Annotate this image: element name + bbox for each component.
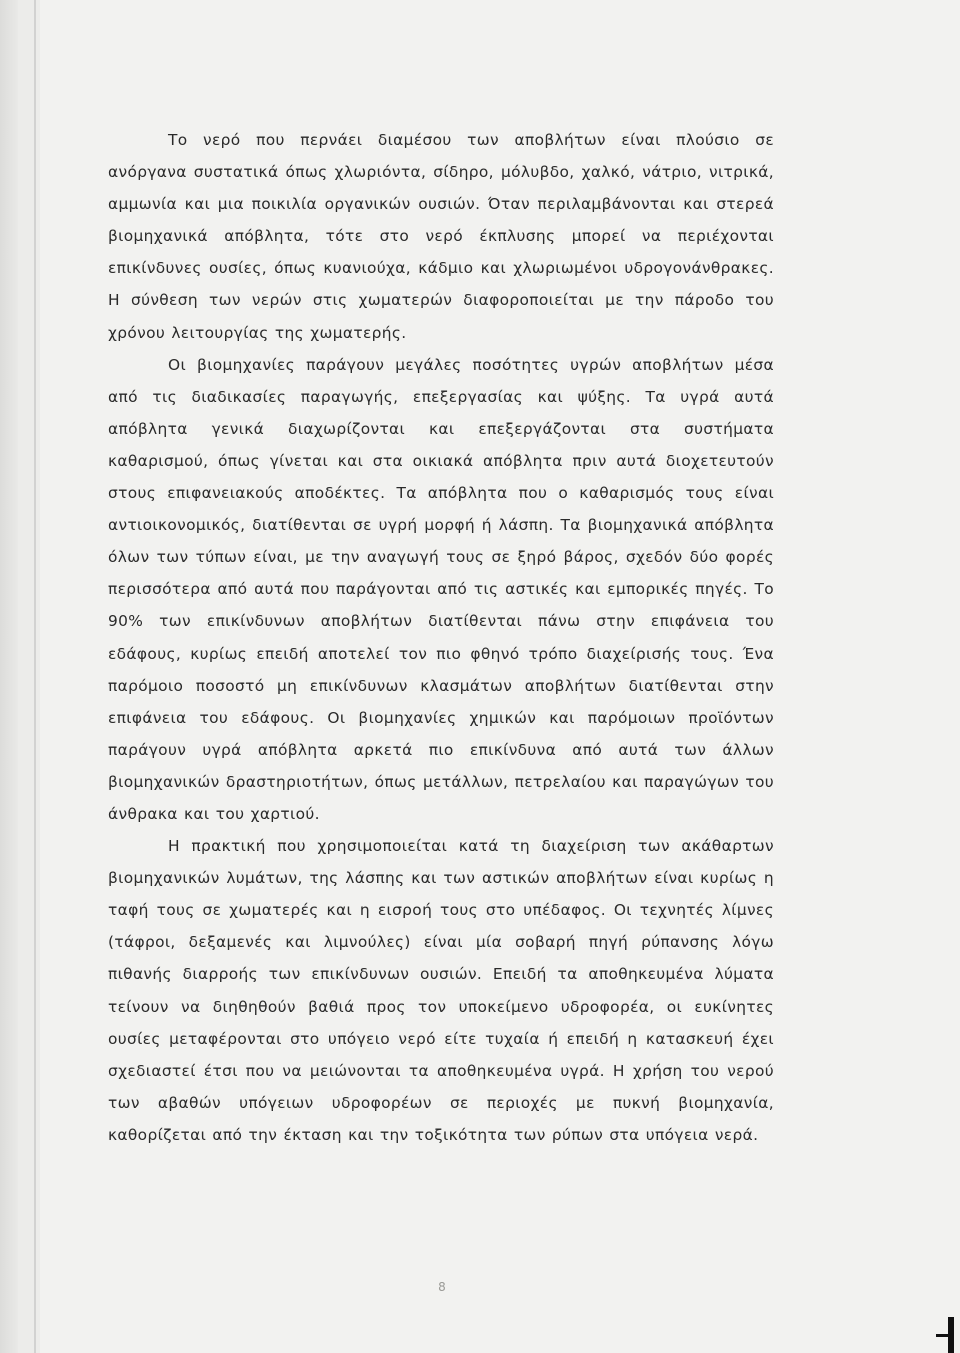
paragraph: Το νερό που περνάει διαμέσου των αποβλήτων είναι πλούσιο σε ανόργανα συστατικά όπως χλωριόντα, σίδηρο, μόλυβδο, χαλκό, νάτριο, νιτρικά, αμμωνία και μια ποικιλία οργανικών ουσιών. Όταν περιλαμβάνονται και στερεά βιομηχανικά απόβλητα, τότε στο νερό έκπλυσης μπορεί να περιέχονται επικίνδυνες ουσίες, όπως κυανιούχα, κάδμιο και χλωριωμένοι υδρογονάνθρακες. Η σύνθεση των νερών στις χωματερών διαφοροποιείται με την πάροδο του χρόνου λειτουργίας της χωματερής. xyxy=(108,131,774,342)
scan-shadow-left xyxy=(0,0,18,1353)
page-number: 8 xyxy=(438,1280,446,1294)
paragraph: Η πρακτική που χρησιμοποιείται κατά τη διαχείριση των ακάθαρτων βιομηχανικών λυμάτων, της λάσπης και των αστικών αποβλήτων είναι κυρίως η ταφή τους σε χωματερές και η εισροή τους στο υπέδαφος. Οι τεχνητές λίμνες (τάφροι, δεξαμενές και λιμνούλες) είναι μία σοβαρή πηγή ρύπανσης λόγω πιθανής διαρροής των επικίνδυνων ουσιών. Επειδή τα αποθηκευμένα λύματα τείνουν να διηθηθούν βαθιά προς τον υποκείμενο υδροφορέα, οι ευκίνητες ουσίες μεταφέρονται στο υπόγειο νερό είτε τυχαία ή επειδή η κατασκευή έχει σχεδιαστεί έτσι που να μειώνονται τα αποθηκευμένα υγρά. Η χρήση του νερού των αβαθών υπόγειων υδροφορέων σε περιοχές με πυκνή βιομηχανία, καθορίζεται από την έκταση και την τοξικότητα των ρύπων στα υπόγεια νερά. xyxy=(108,837,774,1144)
body-text xyxy=(108,124,774,1151)
scan-corner-tick xyxy=(936,1334,954,1337)
scan-binding-line xyxy=(34,0,36,1353)
paragraph: Οι βιομηχανίες παράγουν μεγάλες ποσότητες υγρών αποβλήτων μέσα από τις διαδικασίες παραγωγής, επεξεργασίας και ψύξης. Τα υγρά αυτά απόβλητα γενικά διαχωρίζονται και επεξεργάζονται στα συστήματα καθαρισμού, όπως γίνεται και στα οικιακά απόβλητα πριν αυτά διοχετευτούν στους επιφανειακούς αποδέκτες. Τα απόβλητα που ο καθαρισμός τους είναι αντιοικονομικός, διατίθενται σε υγρή μορφή ή λάσπη. Τα βιομηχανικά απόβλητα όλων των τύπων είναι, με την αναγωγή τους σε ξηρό βάρος, σχεδόν δύο φορές περισσότερα από αυτά που παράγονται από τις αστικές και εμπορικές πηγές. Το 90% των επικίνδυνων αποβλήτων διατίθενται πάνω στην επιφάνεια του εδάφους, κυρίως επειδή αποτελεί τον πιο φθηνό τρόπο διαχείρισής τους. Ένα παρόμοιο ποσοστό μη επικίνδυνων κλασμάτων αποβλήτων διατίθενται στην επιφάνεια του εδάφους. Οι βιομηχανίες χημικών και παρόμοιων προϊόντων παράγουν υγρά απόβλητα αρκετά πιο επικίνδυνα από αυτά των άλλων βιομηχανικών δραστηριοτήτων, όπως μετάλλων, πετρελαίου και παραγώγων του άνθρακα και του χαρτιού. xyxy=(108,355,774,823)
